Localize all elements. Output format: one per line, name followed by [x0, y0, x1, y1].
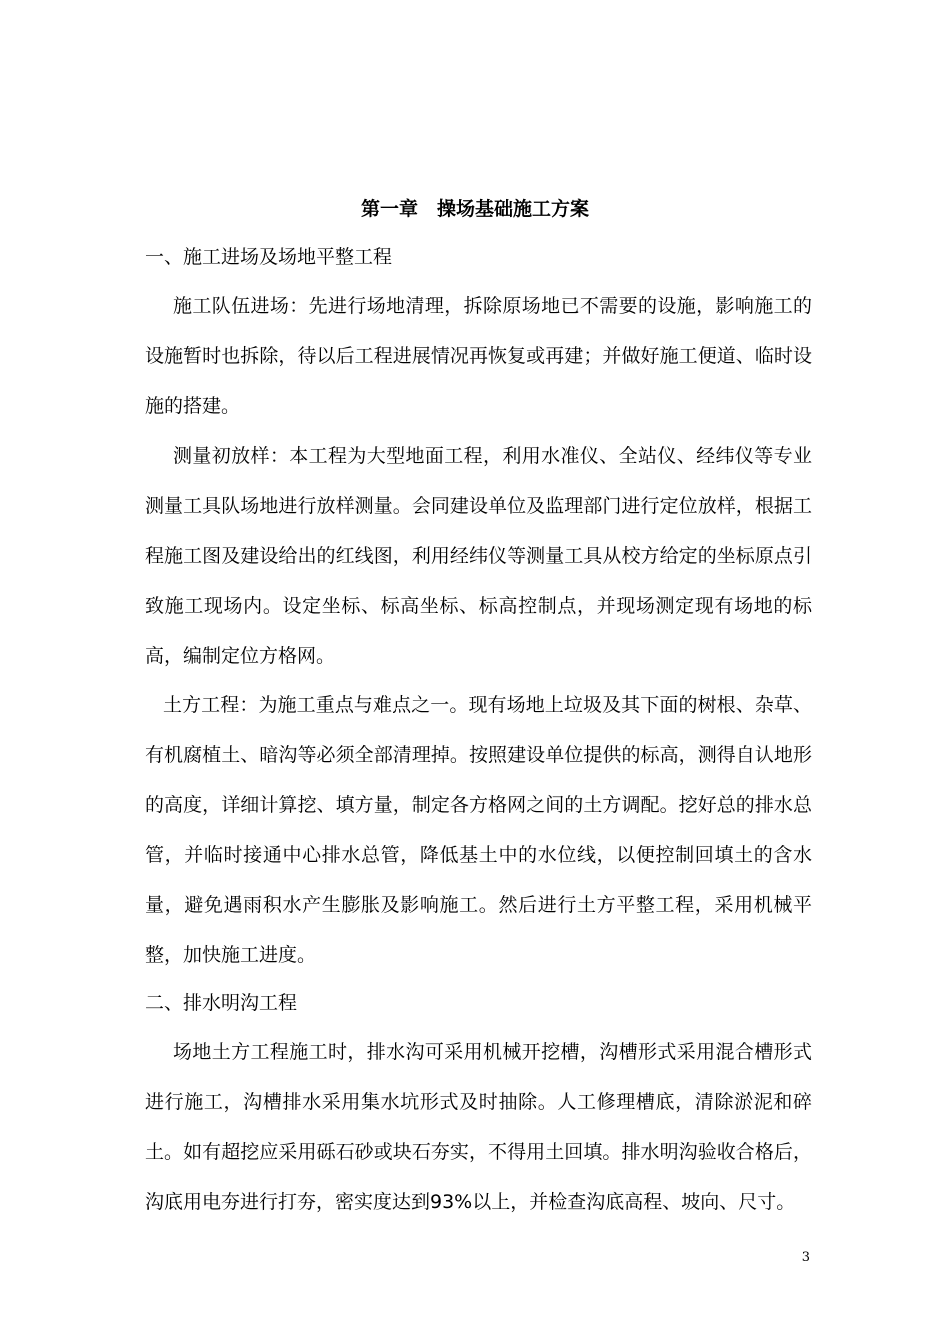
chapter-title: 第一章 操场基础施工方案 [360, 198, 589, 220]
section-heading-drainage-ditch: 二、排水明沟工程 [145, 992, 298, 1014]
paragraph-survey-layout: 测量初放样：本工程为大型地面工程，利用水准仪、全站仪、经纬仪等专业测量工具队场地进行放样测量。会同建设单位及监理部门进行定位放样，根据工程施工图及建设给出的红线图，利用经纬仪等测量工具从校方给定的坐标原点引致施工现场内。设定坐标、标高坐标、标高控制点，并现场测定现有场地的标高，编制定位方格网。 [145, 445, 812, 667]
paragraph-drainage-ditch: 场地土方工程施工时，排水沟可采用机械开挖槽，沟槽形式采用混合槽形式进行施工，沟槽排水采用集水坑形式及时抽除。人工修理槽底，清除淤泥和碎土。如有超挖应采用砾石砂或块石夯实，不得用土回填。排水明沟验收合格后，沟底用电夯进行打夯，密实度达到93%以上，并检查沟底高程、坡向、尺寸。 [145, 1041, 812, 1213]
paragraph-team-entry: 施工队伍进场：先进行场地清理，拆除原场地已不需要的设施，影响施工的设施暂时也拆除，待以后工程进展情况再恢复或再建；并做好施工便道、临时设施的搭建。 [145, 295, 812, 417]
paragraph-earthwork: 土方工程：为施工重点与难点之一。现有场地上垃圾及其下面的树根、杂草、有机腐植土、暗沟等必须全部清理掉。按照建设单位提供的标高，测得自认地形的高度，详细计算挖、填方量，制定各方格网之间的土方调配。挖好总的排水总管，并临时接通中心排水总管，降低基土中的水位线，以便控制回填土的含水量，避免遇雨积水产生膨胀及影响施工。然后进行土方平整工程，采用机械平整，加快施工进度。 [145, 694, 812, 966]
section-heading-site-leveling: 一、施工进场及场地平整工程 [145, 246, 393, 268]
page-number: 3 [801, 1250, 810, 1265]
